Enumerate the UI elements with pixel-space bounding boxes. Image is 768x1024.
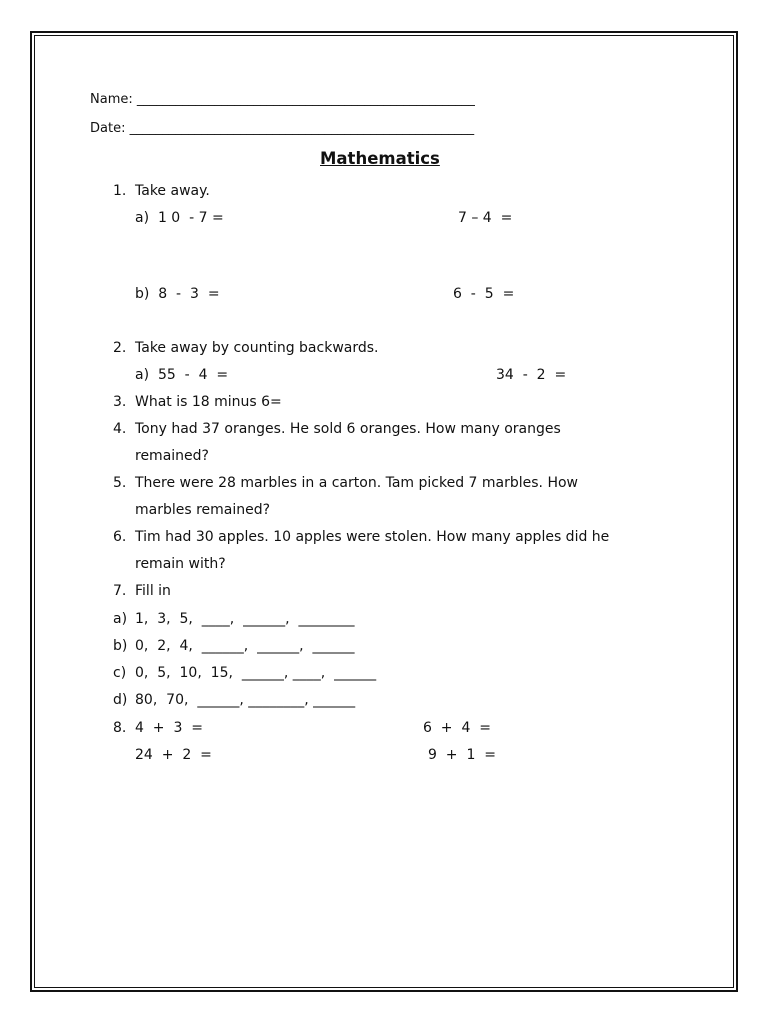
q7-a-label: a) [113,611,128,627]
q5-line2: marbles remained? [135,502,271,518]
q7-number: 7. [113,583,127,599]
q4-line1: Tony had 37 oranges. He sold 6 oranges. How many oranges [135,421,561,437]
q7-d-sequence: 80, 70, ______, ________, ______ [135,692,356,708]
q6-line2: remain with? [135,556,226,572]
q1-number: 1. [113,183,127,199]
name-line: Name: ____________________________________________________ [90,92,475,107]
q1-b-left: b) 8 - 3 = [135,286,220,302]
q2-a-right: 34 - 2 = [496,367,567,383]
q7-b-label: b) [113,638,128,654]
q8-row1-left: 4 + 3 = [135,720,203,736]
q1-text: Take away. [135,183,210,199]
q6-line1: Tim had 30 apples. 10 apples were stolen. How many apples did he [135,529,610,545]
q5-number: 5. [113,475,127,491]
q1-a-right: 7 – 4 = [458,210,513,226]
q7-c-label: c) [113,665,127,681]
q6-number: 6. [113,529,127,545]
q3-number: 3. [113,394,127,410]
q7-d-label: d) [113,692,128,708]
q5-line1: There were 28 marbles in a carton. Tam picked 7 marbles. How [135,475,578,491]
q8-row1-right: 6 + 4 = [423,720,491,736]
q7-text: Fill in [135,583,171,599]
page-title: Mathematics [320,149,440,168]
q8-row2-left: 24 + 2 = [135,747,212,763]
q1-a-left: a) 1 0 - 7 = [135,210,224,226]
q7-c-sequence: 0, 5, 10, 15, ______, ____, ______ [135,665,377,681]
q2-a-left: a) 55 - 4 = [135,367,229,383]
q8-row2-right: 9 + 1 = [428,747,496,763]
q2-number: 2. [113,340,127,356]
q4-line2: remained? [135,448,209,464]
q8-number: 8. [113,720,127,736]
date-line: Date: _____________________________________________________ [90,121,475,136]
q2-text: Take away by counting backwards. [135,340,379,356]
q7-a-sequence: 1, 3, 5, ____, ______, ________ [135,611,355,627]
q7-b-sequence: 0, 2, 4, ______, ______, ______ [135,638,355,654]
q1-b-right: 6 - 5 = [453,286,515,302]
q3-text: What is 18 minus 6= [135,394,282,410]
q4-number: 4. [113,421,127,437]
